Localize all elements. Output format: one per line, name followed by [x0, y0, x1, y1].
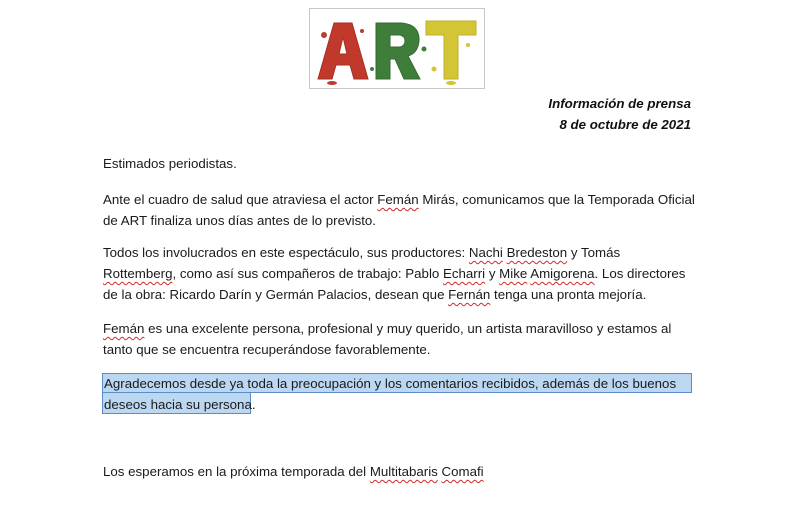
paragraph-1 [103, 189, 695, 231]
misspelled-word: Comafi [441, 464, 484, 479]
text-run: . Los directores de la obra: Ricardo Darín y Germán Palacios, desean que [103, 266, 686, 302]
misspelled-word: Rottemberg [103, 266, 173, 281]
text-run: Todos los involucrados en este espectáculo, sus productores: [103, 245, 469, 260]
misspelled-word: Femán [103, 321, 145, 336]
selected-paragraph[interactable] [103, 373, 695, 415]
text-run: Ante el cuadro de salud que atraviesa el actor [103, 192, 378, 207]
closing-line [103, 461, 695, 482]
text-run: y Tomás [567, 245, 621, 260]
logo-letter-t [426, 21, 476, 85]
press-date: 8 de octubre de 2021 [559, 117, 691, 132]
art-logo [309, 8, 485, 89]
greeting: Estimados periodistas. [103, 156, 237, 171]
text-run: y [485, 266, 500, 281]
text-run: Los esperamos en la próxima temporada del [103, 464, 370, 479]
misspelled-word: Mike [499, 266, 528, 281]
misspelled-word: Nachi [468, 245, 503, 260]
misspelled-word: Bredeston [506, 245, 568, 260]
paragraph-3 [103, 318, 695, 360]
text-run: Mirás, comunicamos que la Temporada Oficial de ART finaliza unos días antes de lo previsto. [103, 192, 695, 228]
text-run: , como así sus compañeros de trabajo: Pablo [172, 266, 443, 281]
selected-text[interactable]: Agradecemos desde ya toda la preocupación y los comentarios recibidos, además de los buenos deseos hacia su persona. [104, 376, 677, 412]
misspelled-word: Echarri [443, 266, 486, 281]
press-header [548, 93, 691, 135]
logo-letter-a [318, 23, 368, 85]
text-run: tenga una pronta mejoría. [490, 287, 647, 302]
paragraph-2 [103, 242, 695, 305]
logo-letter-r [370, 23, 427, 79]
misspelled-word: Amigorena [530, 266, 595, 281]
misspelled-word: Femán [377, 192, 419, 207]
text-run: es una excelente persona, profesional y muy querido, un artista maravilloso y estamos al tanto que se encuentra recuperándose favorablemente. [103, 321, 672, 357]
press-title: Información de prensa [548, 96, 691, 111]
document-body [103, 153, 695, 479]
art-logo-graphic [310, 9, 484, 88]
misspelled-word: Fernán [448, 287, 491, 302]
misspelled-word: Multitabaris [369, 464, 438, 479]
